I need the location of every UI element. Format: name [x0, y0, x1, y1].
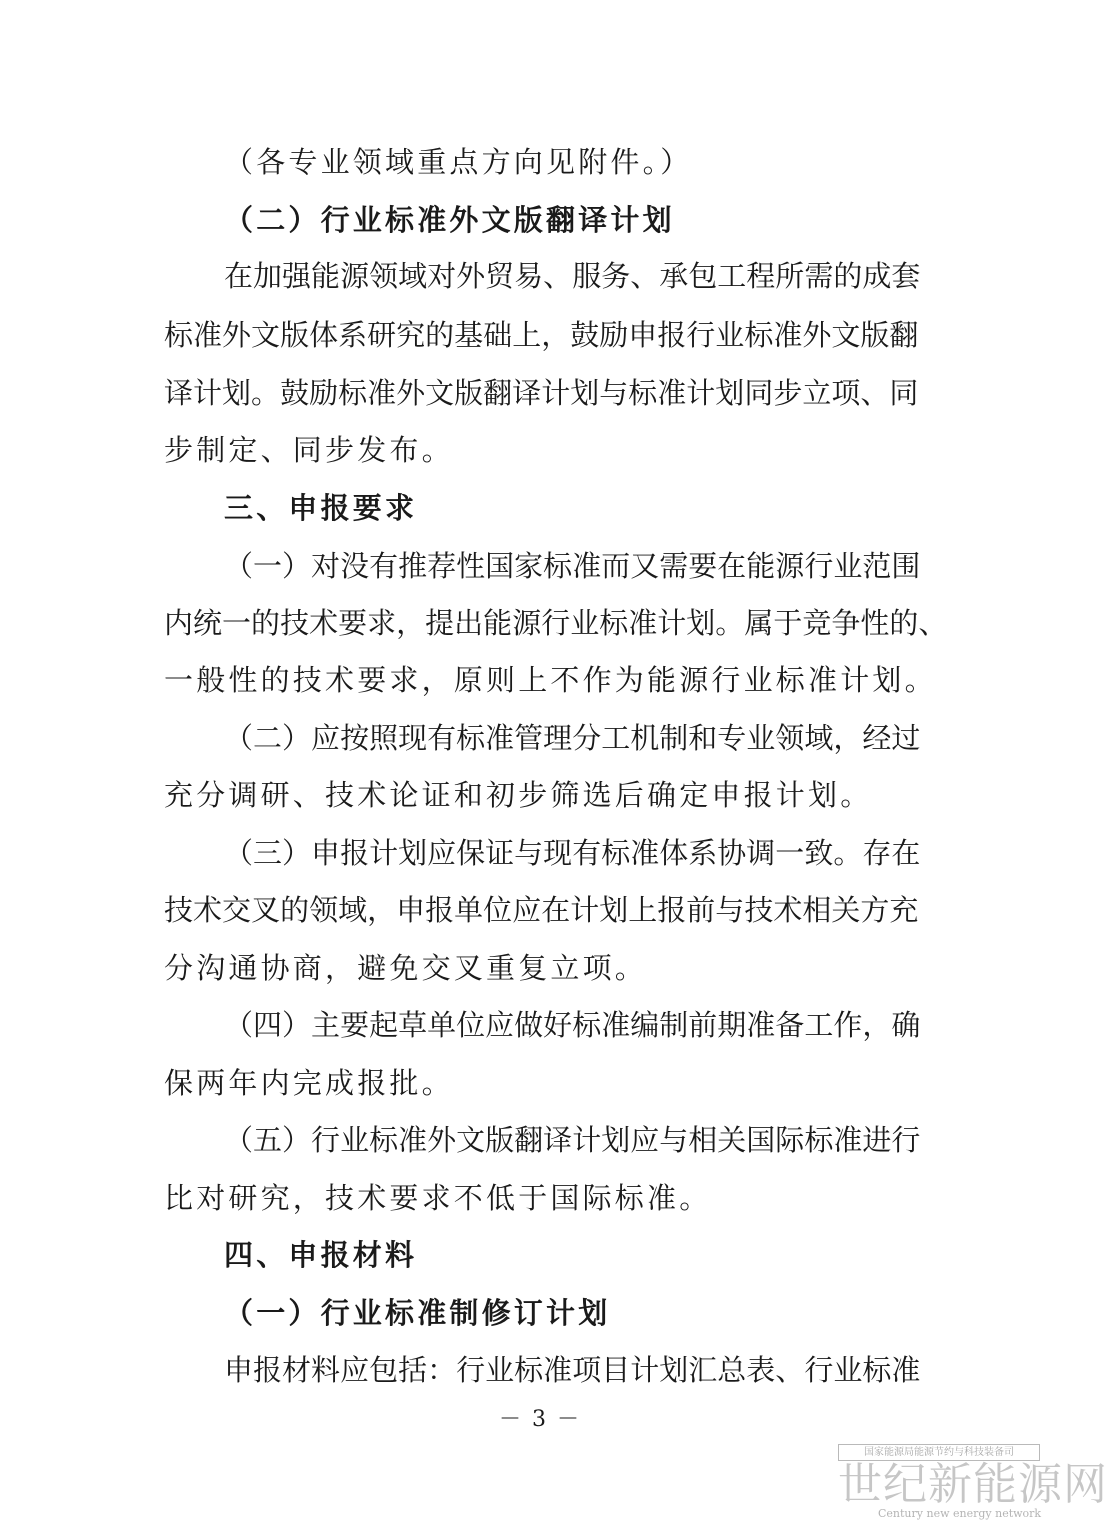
paragraph-line: 一般性的技术要求，原则上不作为能源行业标准计划。: [164, 663, 937, 697]
paragraph-line: 步制定、同步发布。: [164, 433, 454, 467]
paragraph-line: （ 四 ） 主 要 起 草 单 位 应 做 好 标 准 编 制 前 期 准 备 工 作 ， 确: [224, 1008, 921, 1042]
paragraph-line: 充分调研、技术论证和初步筛选后确定申报计划。: [164, 778, 873, 812]
watermark-top-text: 国家能源局能源节约与科技装备司: [838, 1444, 1040, 1461]
section-heading: （一）行业标准制修订计划: [224, 1296, 611, 1330]
watermark-logo: [838, 1444, 1108, 1522]
watermark-sub-text: Century new energy network: [878, 1507, 1042, 1520]
paragraph-line: 标 准 外 文 版 体 系 研 究 的 基 础 上 ， 鼓 励 申 报 行 业 标 准 外 文 版 翻: [164, 318, 919, 352]
paragraph-line: 技 术 交 叉 的 领 域 ， 申 报 单 位 应 在 计 划 上 报 前 与 技 术 相 关 方 充: [164, 893, 919, 927]
paragraph-line: 在 加 强 能 源 领 域 对 外 贸 易 、 服 务 、 承 包 工 程 所 需 的 成 套: [224, 259, 921, 293]
paragraph-line: 保两年内完成报批。: [164, 1066, 454, 1100]
paragraph-line: （ 二 ） 应 按 照 现 有 标 准 管 理 分 工 机 制 和 专 业 领 域 ， 经 过: [224, 721, 921, 755]
paragraph-line: （各专业领域重点方向见附件。）: [224, 145, 693, 179]
paragraph-line: 内 统 一 的 技 术 要 求 ， 提 出 能 源 行 业 标 准 计 划 。 属 于 竞 争 性 的 、: [164, 606, 948, 640]
paragraph-line: 比对研究，技术要求不低于国际标准。: [164, 1181, 712, 1215]
paragraph-line: （ 三 ） 申 报 计 划 应 保 证 与 现 有 标 准 体 系 协 调 一 致 。 存 在: [224, 836, 921, 870]
section-heading: （二）行业标准外文版翻译计划: [224, 203, 675, 237]
page-number: － 3 －: [499, 1407, 581, 1432]
section-heading: 三、申报要求: [224, 491, 418, 525]
paragraph-line: 译 计 划 。 鼓 励 标 准 外 文 版 翻 译 计 划 与 标 准 计 划 同 步 立 项 、 同: [164, 376, 919, 410]
paragraph-line: 申 报 材 料 应 包 括 ： 行 业 标 准 项 目 计 划 汇 总 表 、 行 业 标 准: [224, 1353, 921, 1387]
section-heading: 四、申报材料: [224, 1238, 418, 1272]
watermark-main-text: 世纪新能源网: [838, 1459, 1108, 1510]
paragraph-line: （ 五 ） 行 业 标 准 外 文 版 翻 译 计 划 应 与 相 关 国 际 标 准 进 行: [224, 1123, 921, 1157]
paragraph-line: 分沟通协商，避免交叉重复立项。: [164, 951, 648, 985]
paragraph-line: （ 一 ） 对 没 有 推 荐 性 国 家 标 准 而 又 需 要 在 能 源 行 业 范 围: [224, 549, 921, 583]
